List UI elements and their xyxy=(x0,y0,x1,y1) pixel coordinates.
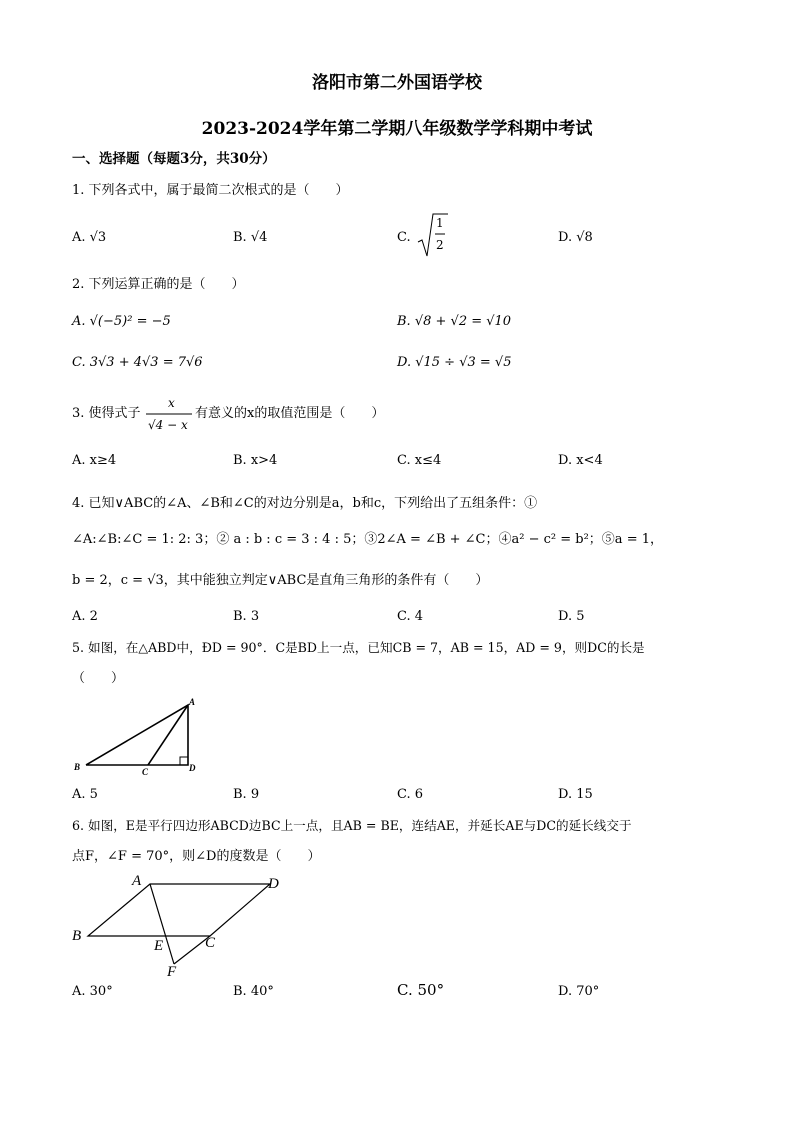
q3-frac-bottom: √4 − x xyxy=(148,418,188,432)
q1-option-c xyxy=(397,229,411,247)
q2-option-c: C. 3√3 + 4√3 = 7√6 xyxy=(72,355,203,370)
q1-option-d: D. √8 xyxy=(558,230,593,245)
q1-option-c-prefix: C. xyxy=(397,230,411,245)
q6-label-e: E xyxy=(154,938,164,954)
q4-line-2: ∠A:∠B:∠C = 1: 2: 3；② a : b : c = 3 : 4 : 5；③2∠A = ∠B + ∠C；④a² − c² = b²；⑤a = 1， xyxy=(72,532,663,547)
q5-line-2: （ ） xyxy=(72,671,125,686)
q2-stem: 2. 下列运算正确的是（ ） xyxy=(72,277,245,292)
q6-label-f: F xyxy=(167,964,177,980)
q5-label-a: A xyxy=(189,697,196,707)
q6-option-c: C. 50° xyxy=(397,981,445,999)
q2-option-a: A. √(−5)² = −5 xyxy=(72,314,171,329)
q5-label-b: B xyxy=(74,762,81,772)
section-heading: 一、选择题（每题3分，共30分） xyxy=(72,151,276,167)
q3-option-a: A. x≥4 xyxy=(72,453,117,468)
q1-c-frac-bottom: 2 xyxy=(436,238,444,252)
q4-option-d: D. 5 xyxy=(558,609,585,624)
q3-frac-bar xyxy=(146,413,194,415)
q1-option-a: A. √3 xyxy=(72,230,107,245)
q6-parallelogram-figure xyxy=(70,870,290,980)
q3-frac-top: x xyxy=(168,396,175,410)
q4-option-a: A. 2 xyxy=(72,609,98,624)
q6-line-2: 点F，∠F = 70°，则∠D的度数是（ ） xyxy=(72,849,321,864)
q5-option-b: B. 9 xyxy=(233,787,260,802)
q5-label-d: D xyxy=(189,763,196,773)
q6-label-a: A xyxy=(132,873,142,889)
q6-line-1: 6. 如图，E是平行四边形ABCD边BC上一点，且AB = BE，连结AE，并延长AE与DC的延长线交于 xyxy=(72,818,632,833)
school-name: 洛阳市第二外国语学校 xyxy=(312,73,482,93)
q3-stem-post: 有意义的x的取值范围是（ ） xyxy=(195,406,385,421)
q6-option-d: D. 70° xyxy=(558,984,600,999)
q4-line-3: b = 2，c = √3，其中能独立判定∨ABC是直角三角形的条件有（ ） xyxy=(72,573,489,588)
q3-stem-pre: 3. 使得式子 xyxy=(72,406,141,421)
q5-option-d: D. 15 xyxy=(558,787,593,802)
q4-option-c: C. 4 xyxy=(397,609,424,624)
q6-label-b: B xyxy=(72,928,82,944)
q1-option-b: B. √4 xyxy=(233,230,268,245)
q6-label-c: C xyxy=(205,935,216,951)
q2-option-d: D. √15 ÷ √3 = √5 xyxy=(397,355,512,370)
q4-option-b: B. 3 xyxy=(233,609,260,624)
q6-label-d: D xyxy=(268,876,279,892)
q3-option-b: B. x>4 xyxy=(233,453,278,468)
q5-line-1: 5. 如图，在△ABD中，ÐD = 90°．C是BD上一点，已知CB = 7，AB = 15，AD = 9，则DC的长是 xyxy=(72,640,645,655)
q5-option-a: A. 5 xyxy=(72,787,98,802)
q5-triangle-figure xyxy=(70,695,210,780)
q5-label-c: C xyxy=(142,767,149,777)
q2-option-b: B. √8 + √2 = √10 xyxy=(397,314,512,329)
exam-title: 2023-2024学年第二学期八年级数学学科期中考试 xyxy=(201,119,593,139)
q3-option-d: D. x<4 xyxy=(558,453,603,468)
q6-option-b: B. 40° xyxy=(233,984,274,999)
q4-line-1: 4. 已知∨ABC的∠A、∠B和∠C的对边分别是a，b和c，下列给出了五组条件：① xyxy=(72,496,538,511)
q5-option-c: C. 6 xyxy=(397,787,424,802)
q1-c-frac-top: 1 xyxy=(436,216,444,230)
q1-stem: 1. 下列各式中，属于最简二次根式的是（ ） xyxy=(72,183,349,198)
q6-option-a: A. 30° xyxy=(72,984,113,999)
q3-option-c: C. x≤4 xyxy=(397,453,442,468)
